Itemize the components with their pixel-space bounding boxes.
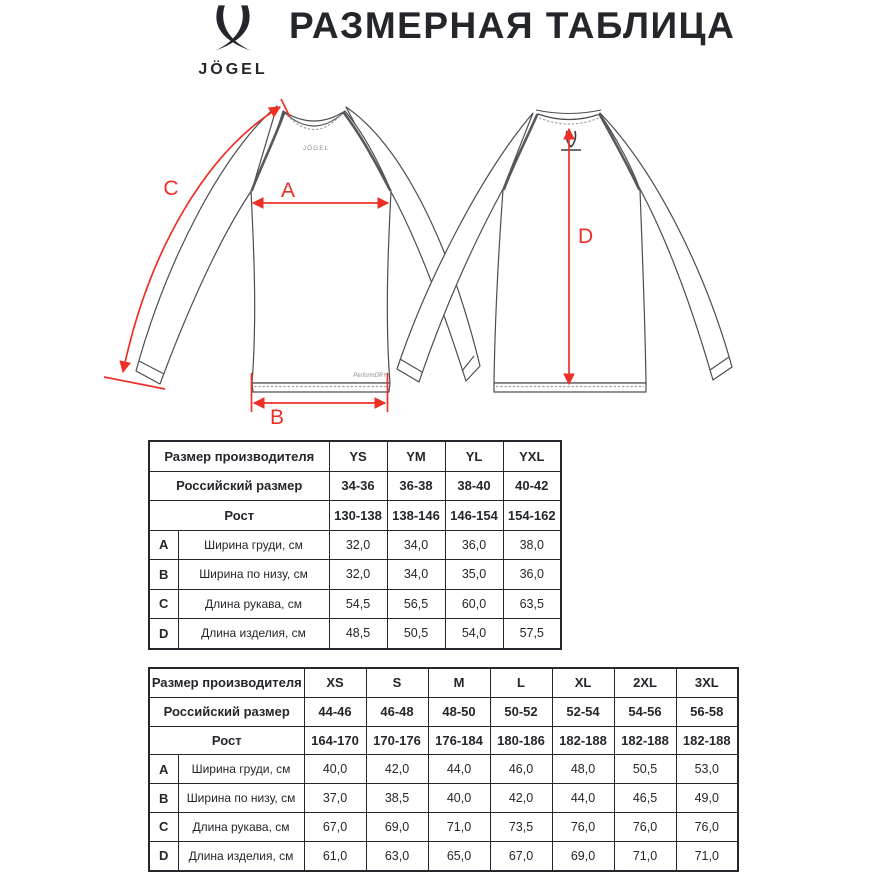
measure-value-cell: 53,0 [676,755,738,784]
measure-value-cell: 63,0 [366,841,428,870]
measure-value-cell: 34,0 [387,530,445,560]
measure-letter-cell: A [149,530,178,560]
header-row [149,471,561,501]
page-title: РАЗМЕРНАЯ ТАБЛИЦА [289,5,736,46]
measure-value-cell: 76,0 [614,812,676,841]
measure-label-b: B [269,406,285,429]
measure-value-cell: 46,5 [614,784,676,813]
measure-value-cell: 37,0 [304,784,366,813]
header-value-cell: 182-188 [552,726,614,755]
header-value-cell: 38-40 [445,471,503,501]
measure-letter-cell: C [149,589,178,619]
table-row [149,841,738,870]
measure-value-cell: 32,0 [329,530,387,560]
header-value-cell: 182-188 [614,726,676,755]
header-label-cell: Российский размер [149,697,304,726]
measure-label-a: A [280,179,296,202]
header-row [149,668,738,697]
table-row [149,560,561,590]
header-label-cell: Размер производителя [149,441,329,471]
header-value-cell: 154-162 [503,501,561,531]
size-code-cell: S [366,668,428,697]
header-value-cell: 50-52 [490,697,552,726]
size-table [148,440,562,650]
measure-letter-cell: B [149,784,178,813]
size-table [148,667,739,872]
brand-logo [187,2,279,79]
header-row [149,697,738,726]
header-value-cell: 138-146 [387,501,445,531]
measure-value-cell: 40,0 [428,784,490,813]
measure-value-cell: 57,5 [503,619,561,649]
measure-value-cell: 63,5 [503,589,561,619]
garment-diagram [0,85,875,440]
measure-value-cell: 71,0 [428,812,490,841]
header-value-cell: 164-170 [304,726,366,755]
measure-value-cell: 44,0 [552,784,614,813]
header-row [149,441,561,471]
shirt-back-view [397,110,732,392]
size-code-cell: 3XL [676,668,738,697]
measure-value-cell: 49,0 [676,784,738,813]
measure-value-cell: 48,0 [552,755,614,784]
measure-name-cell: Длина рукава, см [178,589,329,619]
size-code-cell: YL [445,441,503,471]
measure-name-cell: Ширина груди, см [178,530,329,560]
header-label-cell: Российский размер [149,471,329,501]
measure-value-cell: 71,0 [676,841,738,870]
measure-value-cell: 73,5 [490,812,552,841]
table-row [149,812,738,841]
header-label-cell: Рост [149,501,329,531]
header-value-cell: 34-36 [329,471,387,501]
header-label-cell: Рост [149,726,304,755]
measure-value-cell: 69,0 [552,841,614,870]
header-value-cell: 40-42 [503,471,561,501]
measure-value-cell: 60,0 [445,589,503,619]
measure-label-c: C [163,177,179,200]
size-code-cell: M [428,668,490,697]
size-table-adult [148,667,739,872]
size-code-cell: XS [304,668,366,697]
header-value-cell: 146-154 [445,501,503,531]
header-value-cell: 36-38 [387,471,445,501]
measure-value-cell: 36,0 [503,560,561,590]
measure-name-cell: Ширина по низу, см [178,784,304,813]
header-value-cell: 170-176 [366,726,428,755]
table-row [149,784,738,813]
measure-value-cell: 42,0 [366,755,428,784]
header-row [149,501,561,531]
measure-value-cell: 76,0 [552,812,614,841]
size-code-cell: XL [552,668,614,697]
measure-name-cell: Ширина груди, см [178,755,304,784]
measure-value-cell: 54,5 [329,589,387,619]
size-code-cell: YS [329,441,387,471]
header-value-cell: 46-48 [366,697,428,726]
header-value-cell: 56-58 [676,697,738,726]
measure-value-cell: 35,0 [445,560,503,590]
measure-value-cell: 54,0 [445,619,503,649]
header-label-cell: Размер производителя [149,668,304,697]
chest-logo-label: JÖGEL [302,145,330,152]
brand-name: JÖGEL [198,61,268,78]
measure-label-d: D [578,225,594,248]
measure-value-cell: 67,0 [490,841,552,870]
measure-value-cell: 67,0 [304,812,366,841]
header-value-cell: 54-56 [614,697,676,726]
measure-letter-cell: A [149,755,178,784]
header-value-cell: 52-54 [552,697,614,726]
measure-value-cell: 38,5 [366,784,428,813]
measure-value-cell: 32,0 [329,560,387,590]
measure-value-cell: 44,0 [428,755,490,784]
measure-value-cell: 76,0 [676,812,738,841]
measure-value-cell: 38,0 [503,530,561,560]
size-table-youth [148,440,562,650]
size-code-cell: L [490,668,552,697]
measure-name-cell: Длина рукава, см [178,812,304,841]
measure-value-cell: 36,0 [445,530,503,560]
measure-letter-cell: D [149,619,178,649]
measure-value-cell: 34,0 [387,560,445,590]
measure-value-cell: 69,0 [366,812,428,841]
measure-value-cell: 50,5 [614,755,676,784]
measure-letter-cell: B [149,560,178,590]
measure-value-cell: 48,5 [329,619,387,649]
measure-name-cell: Длина изделия, см [178,841,304,870]
fabric-label: PerformDRY [353,373,387,379]
measure-value-cell: 42,0 [490,784,552,813]
size-code-cell: YXL [503,441,561,471]
header-row [149,726,738,755]
measure-value-cell: 61,0 [304,841,366,870]
header-value-cell: 182-188 [676,726,738,755]
measure-name-cell: Длина изделия, см [178,619,329,649]
measure-letter-cell: C [149,812,178,841]
measure-name-cell: Ширина по низу, см [178,560,329,590]
measure-letter-cell: D [149,841,178,870]
table-row [149,530,561,560]
measure-value-cell: 71,0 [614,841,676,870]
size-code-cell: YM [387,441,445,471]
measure-value-cell: 46,0 [490,755,552,784]
table-row [149,589,561,619]
measure-value-cell: 50,5 [387,619,445,649]
jogel-emblem-icon [204,2,262,54]
header-value-cell: 176-184 [428,726,490,755]
table-row [149,755,738,784]
header-value-cell: 44-46 [304,697,366,726]
header-value-cell: 130-138 [329,501,387,531]
header-value-cell: 180-186 [490,726,552,755]
size-code-cell: 2XL [614,668,676,697]
measure-value-cell: 56,5 [387,589,445,619]
table-row [149,619,561,649]
measure-value-cell: 65,0 [428,841,490,870]
measure-value-cell: 40,0 [304,755,366,784]
header-value-cell: 48-50 [428,697,490,726]
